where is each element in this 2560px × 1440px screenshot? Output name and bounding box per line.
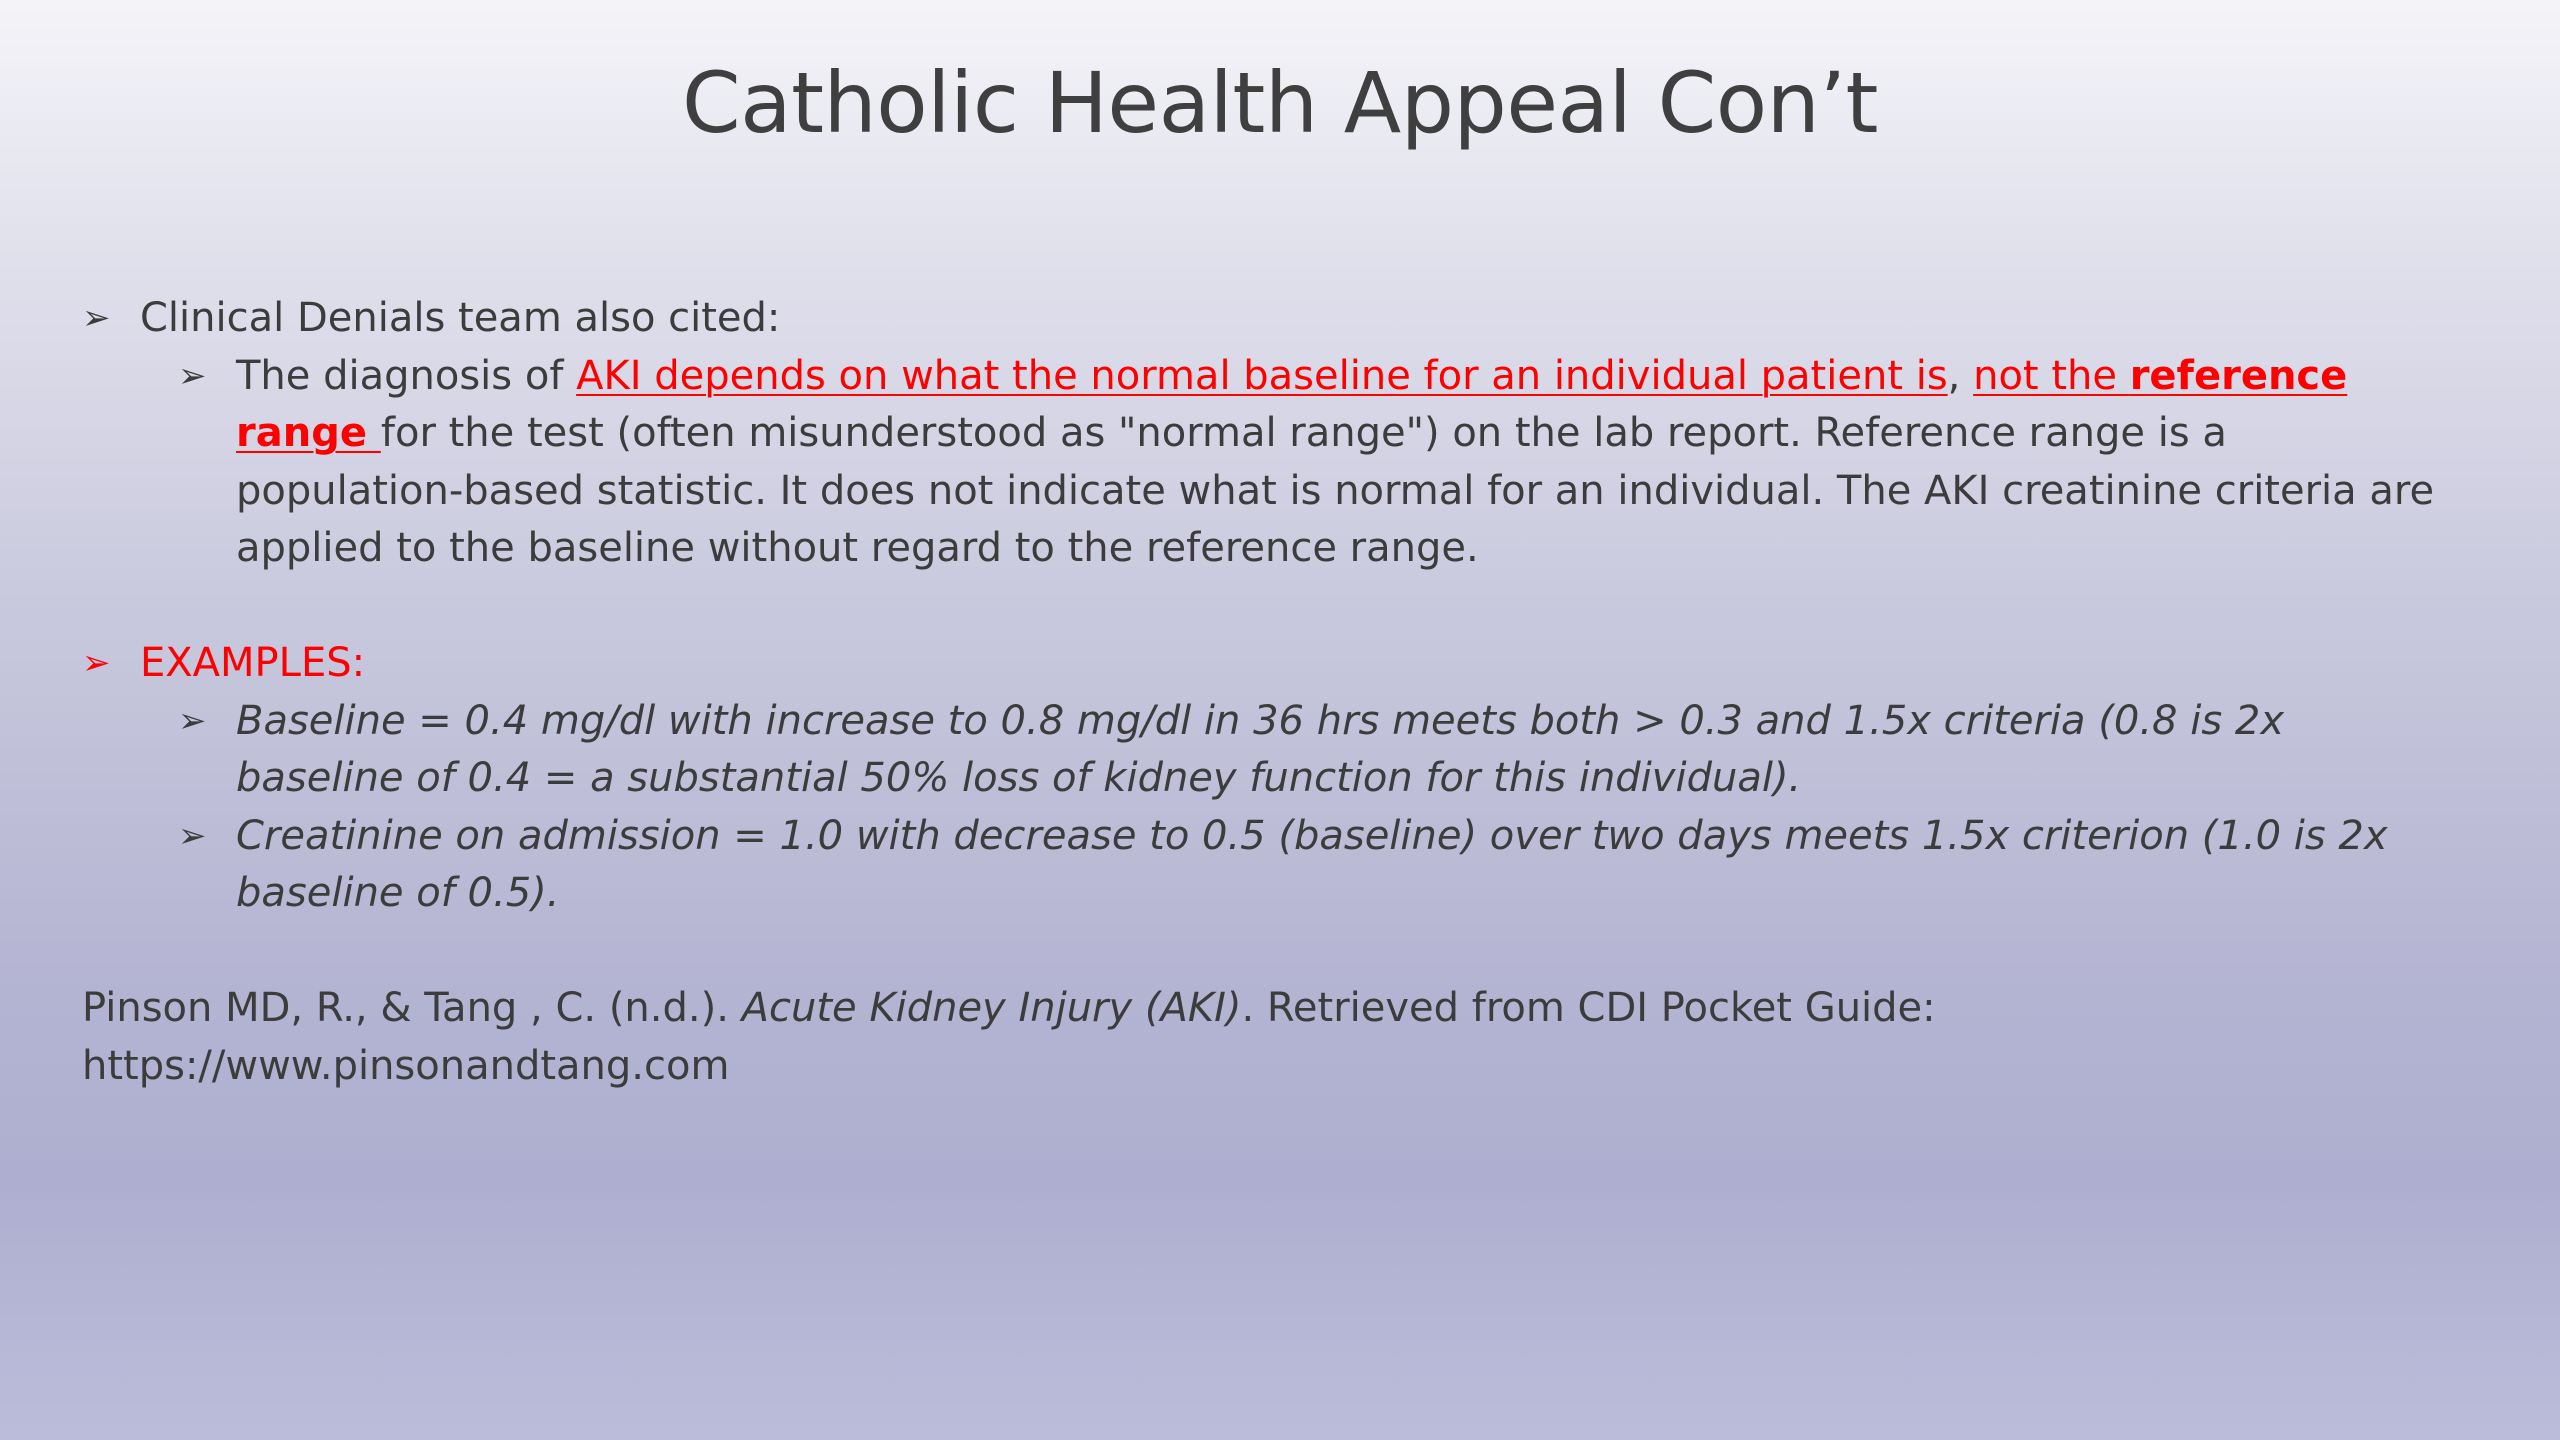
example-item-2 [178, 808, 2462, 923]
citation-title: Acute Kidney Injury (AKI) [741, 985, 1242, 1031]
comma: , [1947, 352, 1961, 399]
bullet-examples [82, 635, 2462, 693]
arrow-bullet-icon: ➢ [82, 643, 111, 683]
bullet-clinical-denials [82, 290, 2462, 348]
space [1960, 353, 1973, 399]
arrow-bullet-icon: ➢ [178, 700, 207, 741]
citation-retrieved: . Retrieved from CDI Pocket Guide: [1241, 985, 1936, 1031]
example-item-1 [178, 693, 2462, 808]
citation [82, 980, 2462, 1095]
example-text: Creatinine on admission = 1.0 with decrease to 0.5 (baseline) over two days meets 1.5x criterion (1.0 is 2x baseline of 0.5). [236, 812, 2388, 916]
reference-range-link-plain: not the [1973, 352, 2130, 399]
arrow-bullet-icon: ➢ [82, 298, 111, 338]
spacer [82, 923, 2462, 981]
reference-range-link-bold: reference range [236, 352, 2348, 456]
citation-url[interactable]: https://www.pinsonandtang.com [82, 1042, 730, 1089]
example-text: Baseline = 0.4 mg/dl with increase to 0.8 mg/dl in 36 hrs meets both > 0.3 and 1.5x criteria (0.8 is 2x baseline of 0.4 = a substantial 50% loss of kidney function for this individual). [236, 697, 2284, 801]
slide-body [82, 290, 2462, 1095]
sub-bullet-diagnosis [178, 348, 2462, 578]
examples-heading: EXAMPLES: [140, 640, 366, 686]
arrow-bullet-icon: ➢ [178, 815, 207, 856]
aki-baseline-link[interactable]: AKI depends on what the normal baseline for an individual patient is [576, 352, 1948, 399]
slide-title: Catholic Health Appeal Con’t [681, 54, 1878, 152]
sub-bullet-lead: The diagnosis of [236, 352, 577, 399]
bullet-text: Clinical Denials team also cited: [140, 295, 781, 341]
arrow-bullet-icon: ➢ [178, 355, 207, 396]
citation-authors: Pinson MD, R., & Tang , C. (n.d.). [82, 985, 742, 1031]
spacer [82, 578, 2462, 636]
sub-bullet-rest: for the test (often misunderstood as "normal range") on the lab report. Reference range is a population-based statistic. It does not indicate what is normal for an individual. The AKI creatinine criteria are applied to the baseline without regard to the reference range. [236, 410, 2435, 571]
